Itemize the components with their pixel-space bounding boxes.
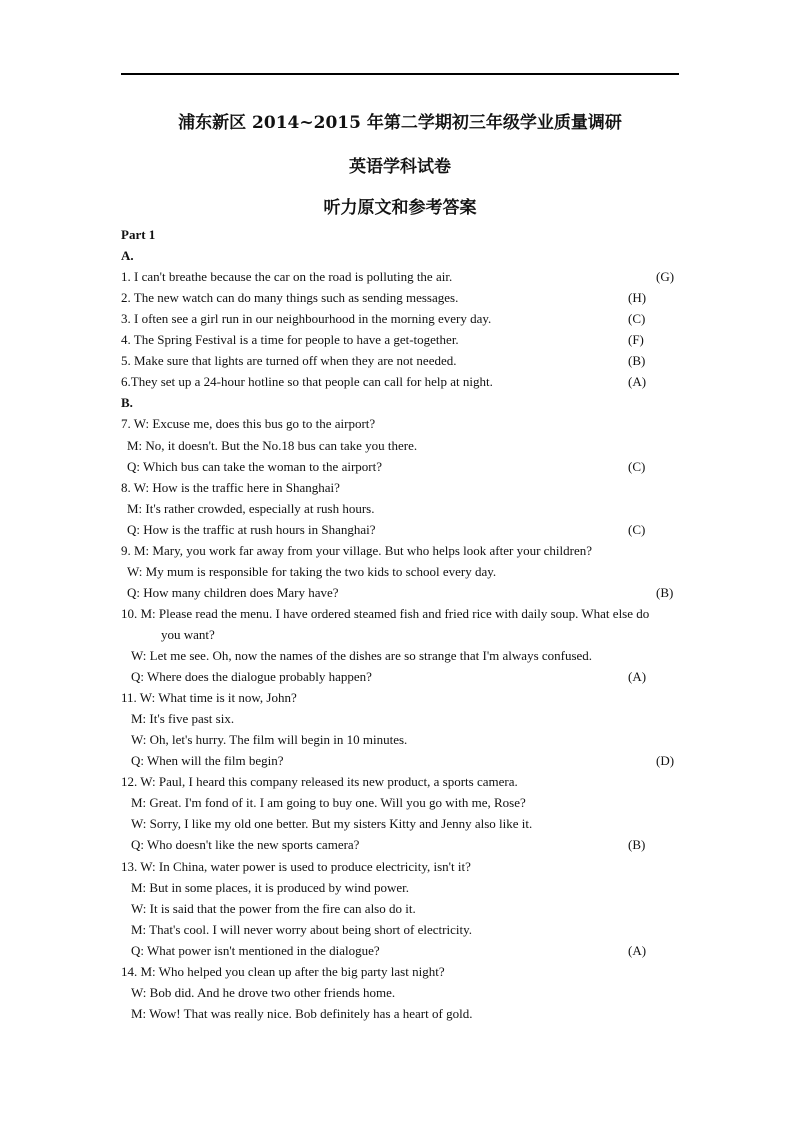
- transcript-line: 7. W: Excuse me, does this bus go to the airport?: [121, 416, 376, 432]
- transcript-line: Q: Who doesn't like the new sports camera?: [131, 837, 360, 853]
- transcript-line: 3. I often see a girl run in our neighbourhood in the morning every day.: [121, 311, 492, 327]
- transcript-line: M: Great. I'm fond of it. I am going to buy one. Will you go with me, Rose?: [131, 795, 526, 811]
- transcript-line: W: Sorry, I like my old one better. But my sisters Kitty and Jenny also like it.: [131, 816, 533, 832]
- transcript-line: 1. I can't breathe because the car on the road is polluting the air.: [121, 269, 453, 285]
- transcript-line: M: Wow! That was really nice. Bob definitely has a heart of gold.: [131, 1005, 473, 1021]
- transcript-line: W: My mum is responsible for taking the two kids to school every day.: [127, 563, 497, 579]
- transcript-line: Q: How is the traffic at rush hours in Shanghai?: [127, 521, 376, 537]
- transcript-line: M: That's cool. I will never worry about being short of electricity.: [131, 921, 472, 937]
- transcript-line: 2. The new watch can do many things such as sending messages.: [121, 290, 459, 306]
- transcript-line: 12. W: Paul, I heard this company released its new product, a sports camera.: [121, 774, 518, 790]
- transcript-line: M: But in some places, it is produced by wind power.: [131, 879, 410, 895]
- transcript-line: W: It is said that the power from the fire can also do it.: [131, 900, 416, 916]
- answer-label: (D): [656, 753, 675, 769]
- transcript-line: you want?: [161, 626, 215, 642]
- section-heading: B.: [121, 395, 133, 411]
- transcript-line: Q: Where does the dialogue probably happen?: [131, 669, 372, 685]
- transcript-line: Q: How many children does Mary have?: [127, 584, 339, 600]
- transcript-line: M: It's rather crowded, especially at rush hours.: [127, 500, 375, 516]
- transcript-line: Q: When will the film begin?: [131, 753, 284, 769]
- answer-label: (A): [628, 374, 647, 390]
- answer-label: (F): [628, 332, 644, 348]
- answer-label: (H): [628, 290, 647, 306]
- answer-label: (C): [628, 311, 646, 327]
- transcript-line: 8. W: How is the traffic here in Shanghai?: [121, 479, 340, 495]
- header-rule: [121, 73, 679, 75]
- answer-label: (B): [628, 837, 646, 853]
- transcript-line: M: It's five past six.: [131, 711, 235, 727]
- transcript-line: W: Bob did. And he drove two other friends home.: [131, 984, 396, 1000]
- transcript-line: 6.They set up a 24-hour hotline so that people can call for help at night.: [121, 374, 493, 390]
- transcript-line: M: No, it doesn't. But the No.18 bus can take you there.: [127, 437, 418, 453]
- document-section-title: 听力原文和参考答案: [323, 198, 477, 218]
- transcript-line: 11. W: What time is it now, John?: [121, 690, 297, 706]
- transcript-line: W: Oh, let's hurry. The film will begin in 10 minutes.: [131, 732, 408, 748]
- answer-label: (B): [656, 584, 674, 600]
- answer-label: (A): [628, 942, 647, 958]
- document-title: 浦东新区 2014~2015 年第二学期初三年级学业质量调研: [178, 113, 622, 133]
- transcript-line: 13. W: In China, water power is used to produce electricity, isn't it?: [121, 858, 471, 874]
- transcript-line: Q: Which bus can take the woman to the airport?: [127, 458, 382, 474]
- transcript-line: 9. M: Mary, you work far away from your village. But who helps look after your children?: [121, 542, 593, 558]
- answer-label: (C): [628, 521, 646, 537]
- answer-label: (A): [628, 669, 647, 685]
- transcript-line: W: Let me see. Oh, now the names of the dishes are so strange that I'm always confused.: [131, 648, 593, 663]
- section-heading: Part 1: [121, 227, 156, 242]
- section-heading: A.: [121, 248, 134, 264]
- document-subtitle: 英语学科试卷: [349, 157, 451, 177]
- answer-label: (C): [628, 458, 646, 474]
- transcript-line: 4. The Spring Festival is a time for people to have a get-together.: [121, 332, 459, 348]
- transcript-line: Q: What power isn't mentioned in the dialogue?: [131, 942, 380, 958]
- transcript-line: 10. M: Please read the menu. I have ordered steamed fish and fried rice with daily soup. What else do: [121, 605, 650, 621]
- transcript-line: 5. Make sure that lights are turned off when they are not needed.: [121, 353, 457, 369]
- transcript-line: 14. M: Who helped you clean up after the big party last night?: [121, 963, 445, 979]
- answer-label: (G): [656, 269, 675, 285]
- answer-label: (B): [628, 353, 646, 369]
